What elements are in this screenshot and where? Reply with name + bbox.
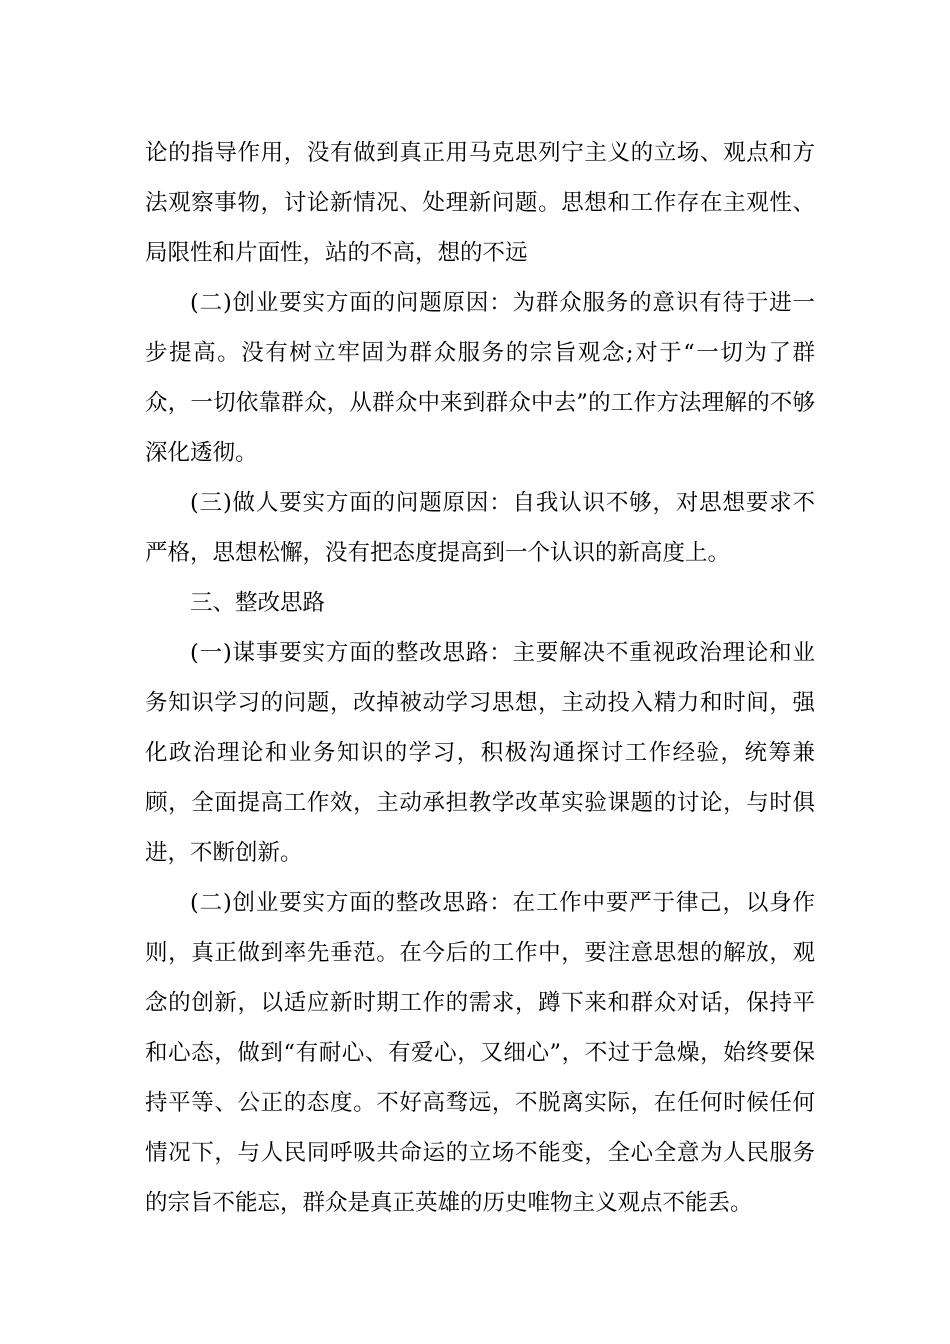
section-heading: 三、整改思路 xyxy=(190,590,326,616)
paragraph-cause-2: (二)创业要实方面的问题原因：为群众服务的意识有待于进一步提高。没有树立牢固为群众服务的宗旨观念;对于“一切为了群众，一切依靠群众，从群众中来到群众中去”的工作方法理解的不够深化透彻。 xyxy=(145,290,815,466)
paragraph-continuation: 论的指导作用，没有做到真正用马克思列宁主义的立场、观点和方法观察事物，讨论新情况、处理新问题。思想和工作存在主观性、局限性和片面性，站的不高，想的不远 xyxy=(145,140,815,266)
paragraph-rectify-1: (一)谋事要实方面的整改思路：主要解决不重视政治理论和业务知识学习的问题，改掉被动学习思想，主动投入精力和时间，强化政治理论和业务知识的学习，积极沟通探讨工作经验，统筹兼顾，全面提高工作效，主动承担教学改革实验课题的讨论，与时俱进，不断创新。 xyxy=(145,640,815,866)
document-body xyxy=(145,128,815,1228)
paragraph-rectify-2: (二)创业要实方面的整改思路：在工作中要严于律己，以身作则，真正做到率先垂范。在今后的工作中，要注意思想的解放，观念的创新，以适应新时期工作的需求，蹲下来和群众对话，保持平和心态，做到“有耐心、有爱心，又细心”，不过于急燥，始终要保持平等、公正的态度。不好高骛远，不脱离实际，在任何时候任何情况下，与人民同呼吸共命运的立场不能变，全心全意为人民服务的宗旨不能忘，群众是真正英雄的历史唯物主义观点不能丢。 xyxy=(145,890,815,1216)
paragraph-cause-3: (三)做人要实方面的问题原因：自我认识不够，对思想要求不严格，思想松懈，没有把态度提高到一个认识的新高度上。 xyxy=(145,490,815,566)
